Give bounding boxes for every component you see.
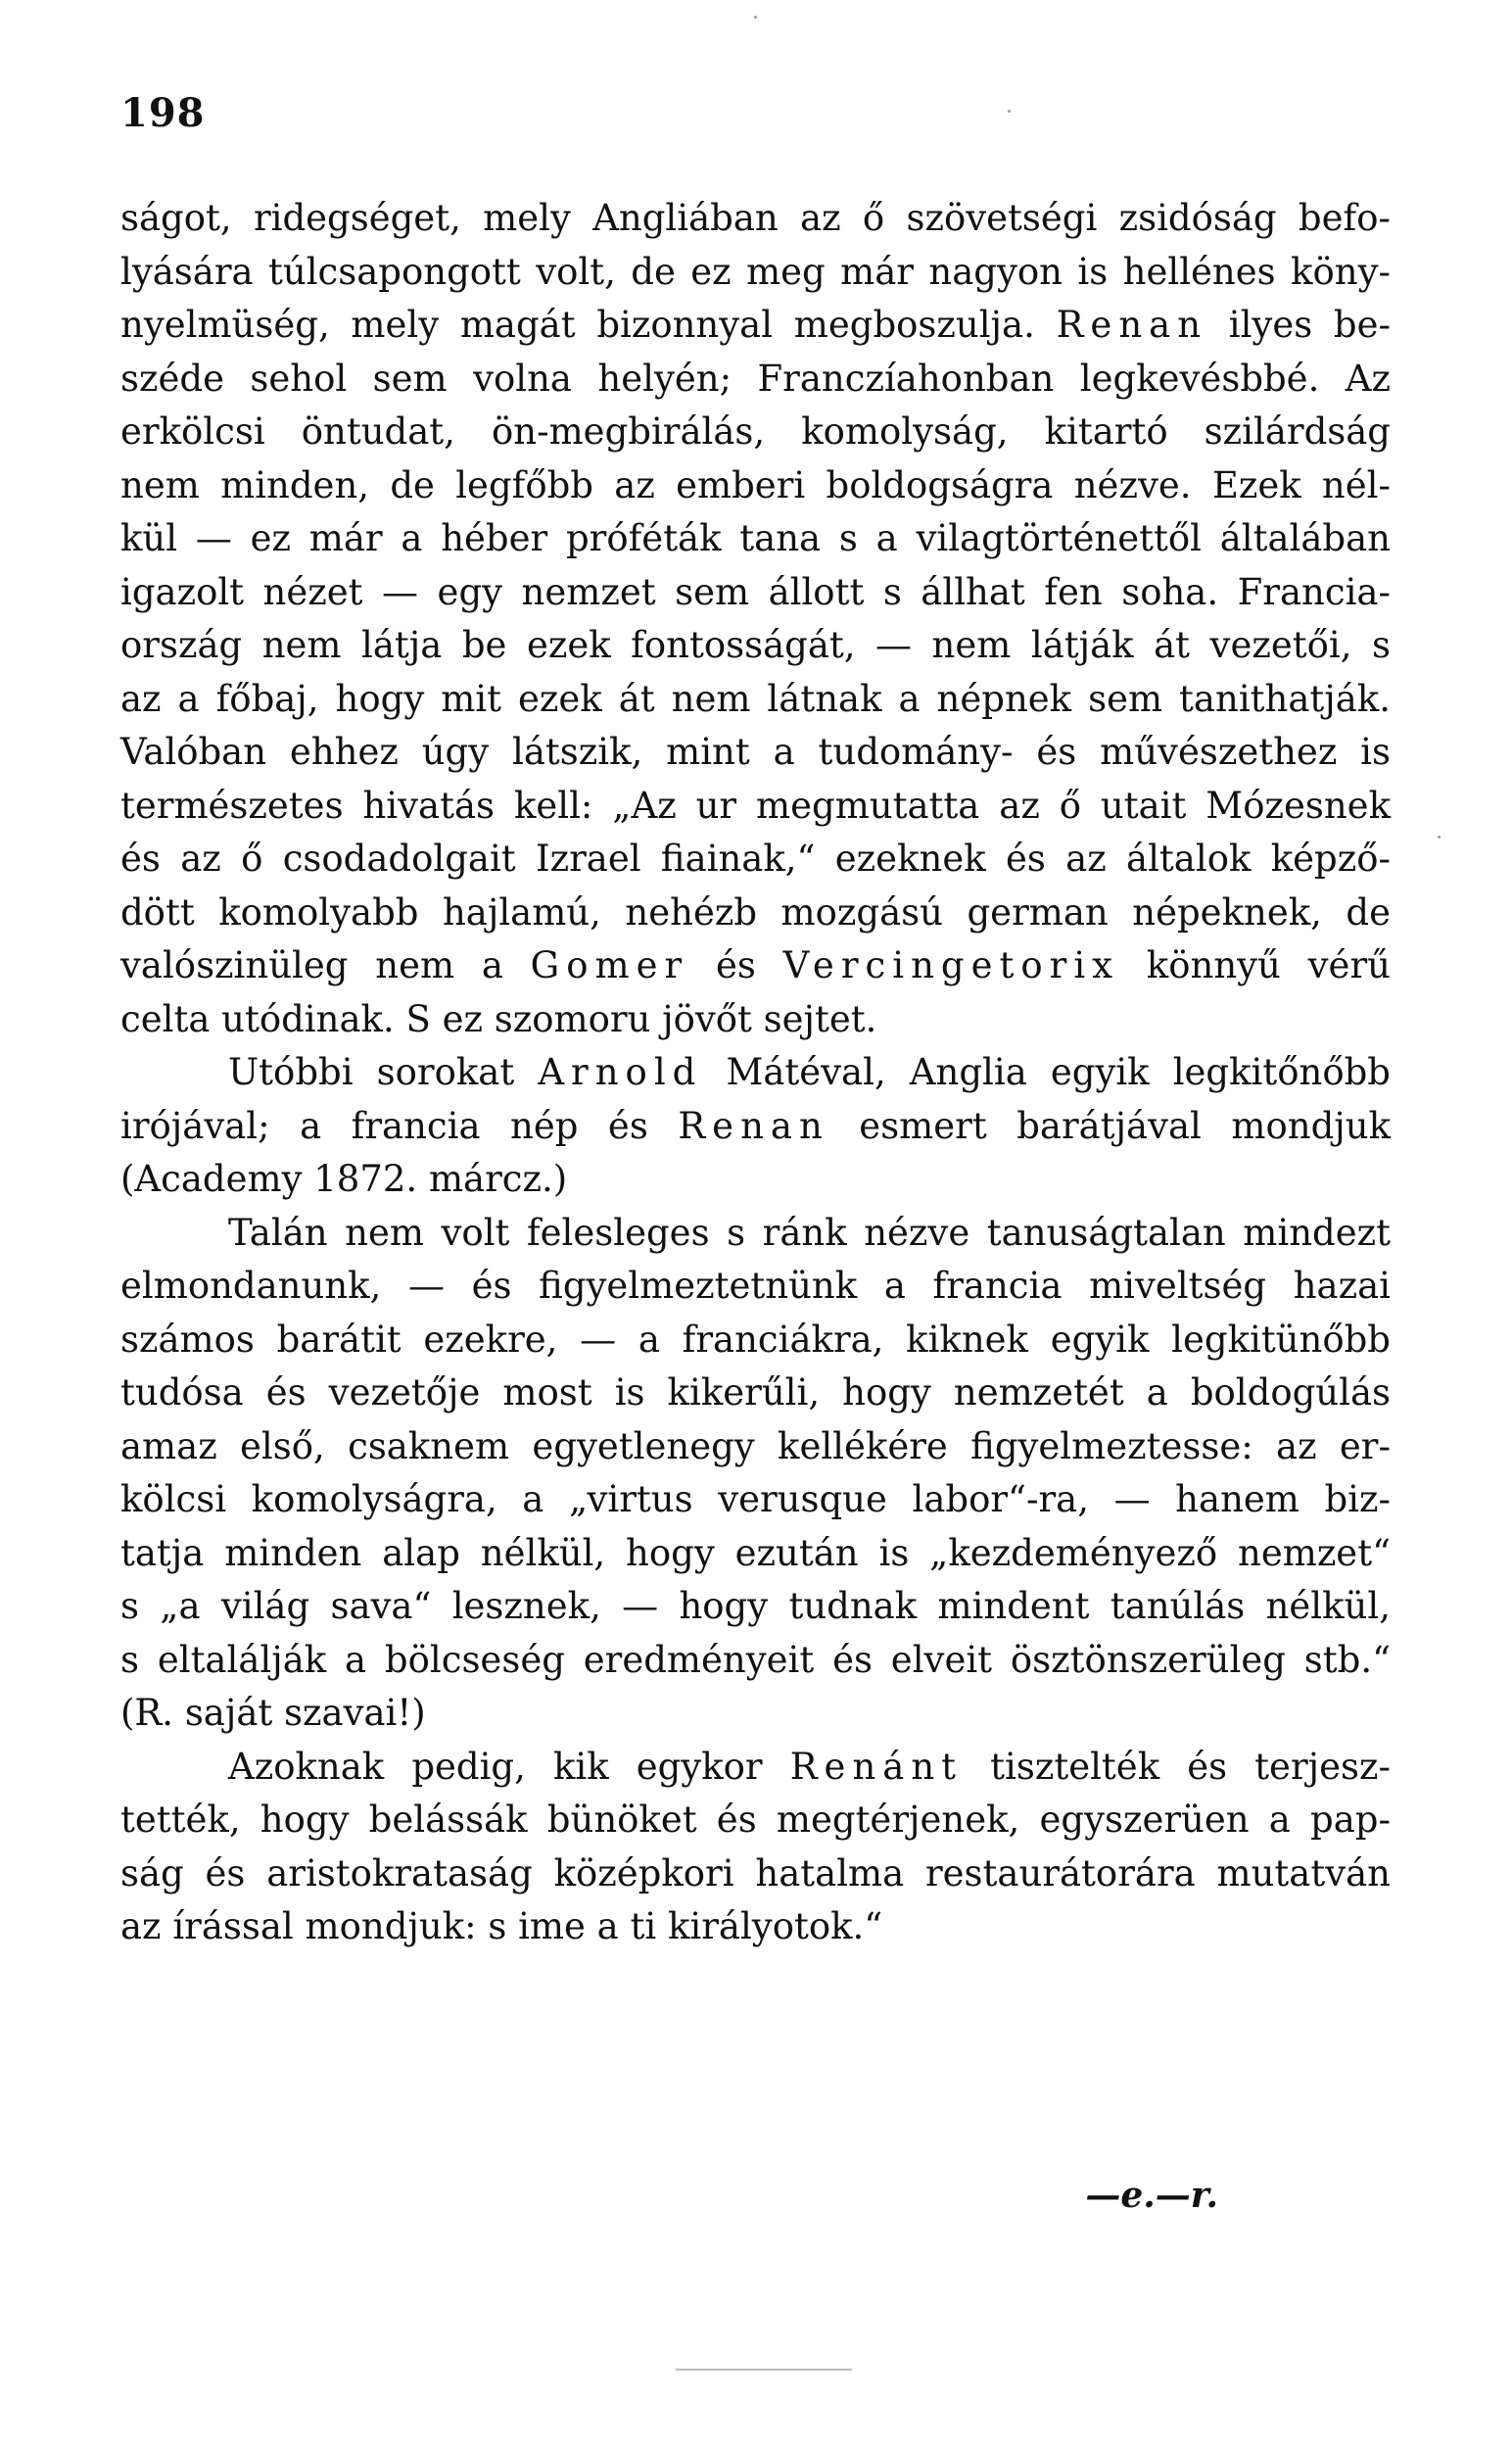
text-line [120,1100,1391,1154]
text-run: igazolt nézet — egy nemzet sem állott s állhat fen soha. Francia- [120,570,1391,613]
text-line [120,1794,1391,1847]
text-line [120,780,1391,834]
text-line [120,1900,1391,1954]
text-line [120,299,1391,353]
spaced-name: Vercingetorix [782,944,1120,986]
text-run: kül — ez már a héber próféták tana s a vilagtörténettől általában [120,517,1391,559]
text-line [120,1046,1391,1100]
text-line [120,566,1391,620]
text-line [120,1367,1391,1420]
text-run: Utóbbi sorokat [228,1051,539,1093]
spaced-name: Renan [1056,304,1208,346]
text-line [120,192,1391,246]
spaced-name: Renan [678,1104,829,1147]
text-run: széde sehol sem volna helyén; Franczíahonban legkevésbbé. Az [120,357,1391,400]
text-run: (Academy 1872. márcz.) [120,1158,568,1200]
text-line [120,1634,1391,1688]
text-run: és [688,944,783,986]
author-signature: —e.—r. [1085,2175,1218,2216]
text-line [120,406,1391,459]
text-line [120,1260,1391,1314]
text-line [120,939,1391,993]
text-line [120,512,1391,566]
text-line [120,1687,1391,1741]
text-run: (R. saját szavai!) [120,1692,426,1734]
text-line [120,887,1391,940]
text-run: lyására túlcsapongott volt, de ez meg már nagyon is hellénes köny- [120,250,1391,293]
paper-speck [754,16,757,19]
text-line [120,1847,1391,1901]
text-run: Valóban ehhez úgy látszik, mint a tudomány- és művészethez is [120,731,1391,773]
spaced-name: Renánt [789,1745,964,1788]
text-run: Mátéval, Anglia egyik legkitőnőbb [702,1051,1391,1093]
text-run: nem minden, de legfőbb az emberi boldogságra nézve. Ezek nél- [120,463,1391,506]
text-run: celta utódinak. S ez szomoru jövőt sejtet. [120,997,877,1040]
text-line [120,726,1391,780]
text-run: erkölcsi öntudat, ön-megbirálás, komolyság, kitartó szilárdság [120,410,1391,453]
text-run: esmert barátjával mondjuk [828,1104,1391,1147]
text-run: s eltalálják a bölcseség eredményeit és elveit ösztönszerüleg stb.“ [120,1638,1391,1681]
text-line [120,1314,1391,1367]
text-line [120,353,1391,407]
footer-rule [676,2369,852,2371]
paper-speck [1008,110,1011,113]
body-text [120,192,1391,1954]
text-run: amaz első, csaknem egyetlenegy kellékére figyelmeztesse: az er- [120,1424,1391,1467]
text-run: és az ő csodadolgait Izrael fiainak,“ ezeknek és az általok képző- [120,838,1391,880]
text-run: ország nem látja be ezek fontosságát, — nem látják át vezetői, s [120,624,1391,666]
text-run: irójával; a francia nép és [120,1104,679,1147]
spaced-name: Arnold [538,1051,703,1093]
text-run: Azoknak pedig, kik egykor [228,1745,790,1788]
text-run: ilyes be- [1207,304,1392,346]
text-line [120,1741,1391,1795]
spaced-name: Gomer [530,944,689,986]
text-run: tudósa és vezetője most is kikerűli, hogy nemzetét a boldogúlás [120,1371,1391,1414]
text-line [120,459,1391,513]
text-run: Talán nem volt felesleges s ránk nézve tanuságtalan mindezt [228,1211,1391,1254]
text-run: tették, hogy belássák bünöket és megtérjenek, egyszerüen a pap- [120,1799,1391,1841]
text-run: ságot, ridegséget, mely Angliában az ő szövetségi zsidóság befo- [120,197,1391,239]
text-line [120,1580,1391,1634]
text-run: természetes hivatás kell: „Az ur megmutatta az ő utait Mózesnek [120,784,1391,827]
text-run: számos barátit ezekre, — a franciákra, kiknek egyik legkitünőbb [120,1318,1391,1361]
text-run: elmondanunk, — és figyelmeztetnünk a francia miveltség hazai [120,1265,1391,1307]
text-line [120,673,1391,727]
text-run: tatja minden alap nélkül, hogy ezután is „kezdeményező nemzet“ [120,1531,1391,1574]
text-run: kölcsi komolyságra, a „virtus verusque labor“-ra, — hanem biz- [120,1478,1391,1520]
text-run: s „a világ sava“ lesznek, — hogy tudnak mindent tanúlás nélkül, [120,1585,1391,1627]
page-number: 198 [120,90,206,136]
text-run: nyelmüség, mely magát bizonnyal megboszulja. [120,304,1057,346]
text-run: valószinüleg nem a [120,944,531,986]
text-run: tisztelték és terjesz- [963,1745,1391,1788]
text-run: az a főbaj, hogy mit ezek át nem látnak a népnek sem tanithatják. [120,677,1391,720]
text-line [120,619,1391,673]
text-line [120,1420,1391,1474]
text-line [120,1527,1391,1581]
paper-speck [1438,836,1441,839]
text-run: könnyű vérű [1119,944,1391,986]
text-line [120,1153,1391,1207]
text-line [120,833,1391,887]
text-line [120,993,1391,1047]
text-line [120,246,1391,300]
text-line [120,1473,1391,1527]
text-line [120,1207,1391,1261]
text-run: ság és aristokrataság középkori hatalma restaurátorára mutatván [120,1851,1391,1894]
text-run: az írással mondjuk: s ime a ti királyotok.“ [120,1905,883,1947]
text-run: dött komolyabb hajlamú, nehézb mozgású german népeknek, de [120,890,1391,934]
